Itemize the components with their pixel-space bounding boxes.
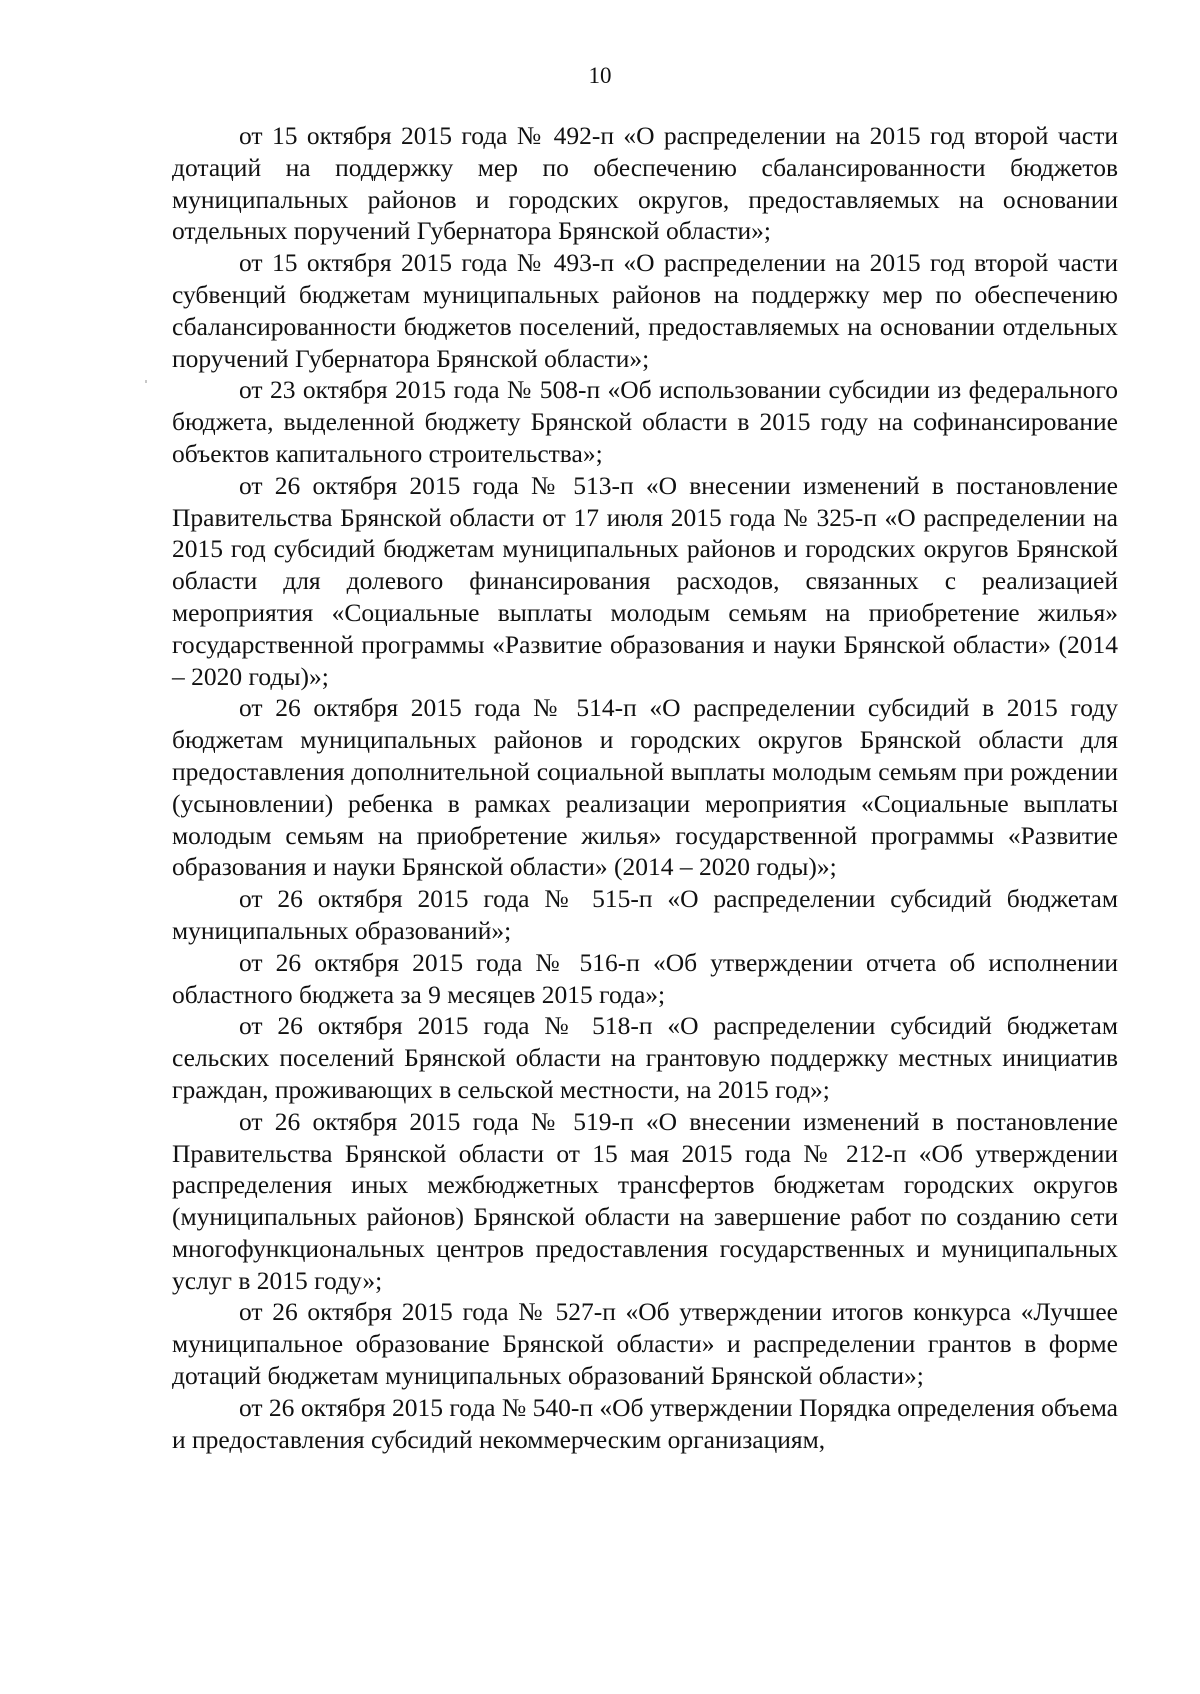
paragraph-resolution-527: от 26 октября 2015 года № 527-п «Об утверждении итогов конкурса «Лучшее муниципальное образование Брянской области» и распределении грантов в форме дотаций бюджетам муниципальных образований Брянской области»; (172, 1297, 1118, 1391)
paragraph-resolution-493: от 15 октября 2015 года № 493-п «О распределении на 2015 год второй части субвенций бюджетам муниципальных районов на поддержку мер по обеспечению сбалансированности бюджетов поселений, предоставляемых на основании отдельных поручений Губернатора Брянской области»; (172, 248, 1118, 373)
paragraph-resolution-519: от 26 октября 2015 года № 519-п «О внесении изменений в постановление Правительства Брянской области от 15 мая 2015 года № 212-п «Об утверждении распределения иных межбюджетных трансфертов бюджетам городских округов (муниципальных районов) Брянской области на завершение работ по созданию сети многофункциональных центров предоставления государственных и муниципальных услуг в 2015 году»; (172, 1106, 1118, 1295)
paragraph-resolution-515: от 26 октября 2015 года № 515-п «О распределении субсидий бюджетам муниципальных образований»; (172, 884, 1118, 945)
paragraph-resolution-518: от 26 октября 2015 года № 518-п «О распределении субсидий бюджетам сельских поселений Брянской области на грантовую поддержку местных инициатив граждан, проживающих в сельской местности, на 2015 год»; (172, 1011, 1118, 1104)
page-number: 10 (588, 63, 612, 88)
document-body (172, 120, 1118, 1455)
paragraph-resolution-508: от 23 октября 2015 года № 508-п «Об использовании субсидии из федерального бюджета, выделенной бюджету Брянской области в 2015 году на софинансирование объектов капитального строительства»; (172, 375, 1118, 468)
scan-speck (145, 380, 147, 383)
paragraph-resolution-492: от 15 октября 2015 года № 492-п «О распределении на 2015 год второй части дотаций на поддержку мер по обеспечению сбалансированности бюджетов муниципальных районов и городских округов, предоставляемых на основании отдельных поручений Губернатора Брянской области»; (172, 121, 1118, 246)
paragraph-resolution-514: от 26 октября 2015 года № 514-п «О распределении субсидий в 2015 году бюджетам муниципальных районов и городских округов Брянской области для предоставления дополнительной социальной выплаты молодым семьям при рождении (усыновлении) ребенка в рамках реализации мероприятия «Социальные выплаты молодым семьям на приобретение жилья» государственной программы «Развитие образования и науки Брянской области» (2014 – 2020 годы)»; (172, 693, 1118, 882)
paragraph-resolution-513: от 26 октября 2015 года № 513-п «О внесении изменений в постановление Правительства Брянской области от 17 июля 2015 года № 325-п «О распределении на 2015 год субсидий бюджетам муниципальных районов и городских округов Брянской области для долевого финансирования расходов, связанных с реализацией мероприятия «Социальные выплаты молодым семьям на приобретение жилья» государственной программы «Развитие образования и науки Брянской области» (2014 – 2020 годы)»; (172, 470, 1118, 691)
paragraph-resolution-540: от 26 октября 2015 года № 540-п «Об утверждении Порядка определения объема и предоставления субсидий некоммерческим организациям, (172, 1392, 1118, 1454)
paragraph-resolution-516: от 26 октября 2015 года № 516-п «Об утверждении отчета об исполнении областного бюджета за 9 месяцев 2015 года»; (172, 947, 1118, 1009)
